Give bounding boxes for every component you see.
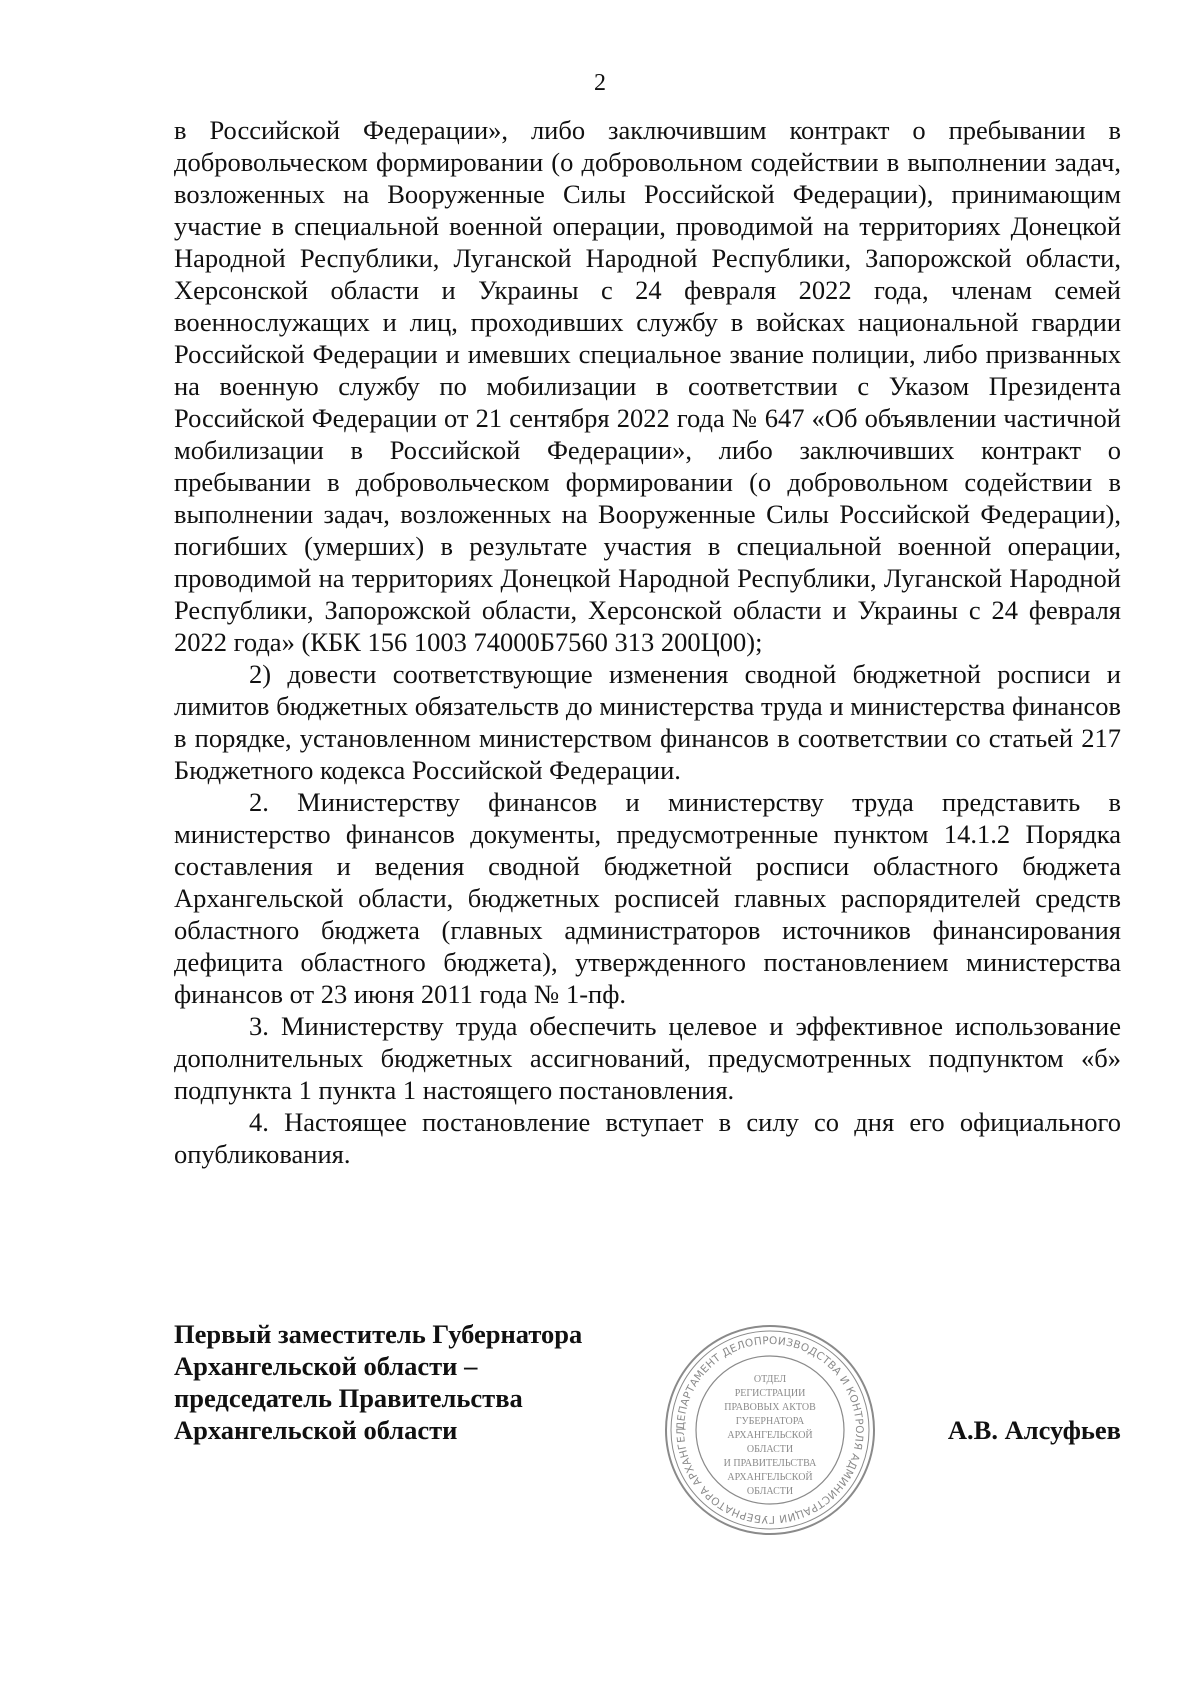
signatory-position-line: Первый заместитель Губернатора: [174, 1319, 583, 1349]
seal-inner-line: ОБЛАСТИ: [746, 1486, 794, 1497]
paragraph-item-3: 3. Министерству труда обеспечить целевое и эффективное использование дополнительных бюджетных ассигнований, предусмотренных подпунктом «б» подпункта 1 пункта 1 настоящего постановления.: [174, 1011, 1121, 1105]
signatory-position-line: Архангельской области –: [174, 1351, 478, 1381]
document-body: [174, 114, 1121, 1170]
seal-inner-line: ПРАВОВЫХ АКТОВ: [724, 1402, 816, 1413]
seal-inner-line: ГУБЕРНАТОРА: [735, 1416, 805, 1427]
signatory-position-line: Архангельской области: [174, 1415, 458, 1445]
page-number: 2: [594, 70, 606, 96]
seal-inner-line: ОБЛАСТИ: [746, 1444, 794, 1455]
signatory-name: А.В. Алсуфьев: [947, 1415, 1121, 1445]
seal-inner-line: И ПРАВИТЕЛЬСТВА: [723, 1458, 817, 1469]
paragraph-continuation: в Российской Федерации», либо заключившим контракт о пребывании в добровольческом формировании (о добровольном содействии в выполнении задач, возложенных на Вооруженные Силы Российской Федерации), принимающим участие в специальной военной операции, проводимой на территориях Донецкой Народной Республики, Луганской Народной Республики, Запорожской области, Херсонской области и Украины с 24 февраля 2022 года, членам семей военнослужащих и лиц, проходивших службу в войсках национальной гвардии Российской Федерации и имевших специальное звание полиции, либо призванных на военную службу по мобилизации в соответствии с Указом Президента Российской Федерации от 21 сентября 2022 года № 647 «Об объявлении частичной мобилизации в Российской Федерации», либо заключивших контракт о пребывании в добровольческом формировании (о добровольном содействии в выполнении задач, возложенных на Вооруженные Силы Российской Федерации), погибших (умерших) в результате участия в специальной военной операции, проводимой на территориях Донецкой Народной Республики, Луганской Народной Республики, Запорожской области, Херсонской области и Украины с 24 февраля 2022 года» (КБК 156 1003 74000Б7560 313 200Ц00);: [174, 115, 1121, 657]
paragraph-subitem-2: 2) довести соответствующие изменения сводной бюджетной росписи и лимитов бюджетных обязательств до министерства труда и министерства финансов в порядке, установленном министерством финансов в соответствии со статьей 217 Бюджетного кодекса Российской Федерации.: [174, 659, 1121, 785]
signatory-position: [174, 1318, 674, 1446]
seal-inner-line: АРХАНГЕЛЬСКОЙ: [727, 1472, 813, 1483]
seal-inner-line: РЕГИСТРАЦИИ: [734, 1388, 806, 1399]
seal-graphic: [660, 1320, 880, 1540]
paragraph-item-4: 4. Настоящее постановление вступает в силу со дня его официального опубликования.: [174, 1107, 1121, 1169]
seal-outer-text: ДЕПАРТАМЕНТ ДЕЛОПРОИЗВОДСТВА И КОНТРОЛЯ АДМИНИСТРАЦИИ ГУБЕРНАТОРА АРХАНГЕЛ: [674, 1334, 866, 1526]
seal-inner-text: [724, 1374, 818, 1497]
signatory-position-line: председатель Правительства: [174, 1383, 523, 1413]
seal-inner-line: ОТДЕЛ: [753, 1374, 787, 1385]
official-seal-stamp: [660, 1320, 880, 1540]
seal-inner-line: АРХАНГЕЛЬСКОЙ: [727, 1430, 813, 1441]
paragraph-item-2: 2. Министерству финансов и министерству труда представить в министерство финансов документы, предусмотренные пунктом 14.1.2 Порядка составления и ведения сводной бюджетной росписи областного бюджета Архангельской области, бюджетных росписей главных распорядителей средств областного бюджета (главных администраторов источников финансирования дефицита областного бюджета), утвержденного постановлением министерства финансов от 23 июня 2011 года № 1-пф.: [174, 787, 1121, 1009]
